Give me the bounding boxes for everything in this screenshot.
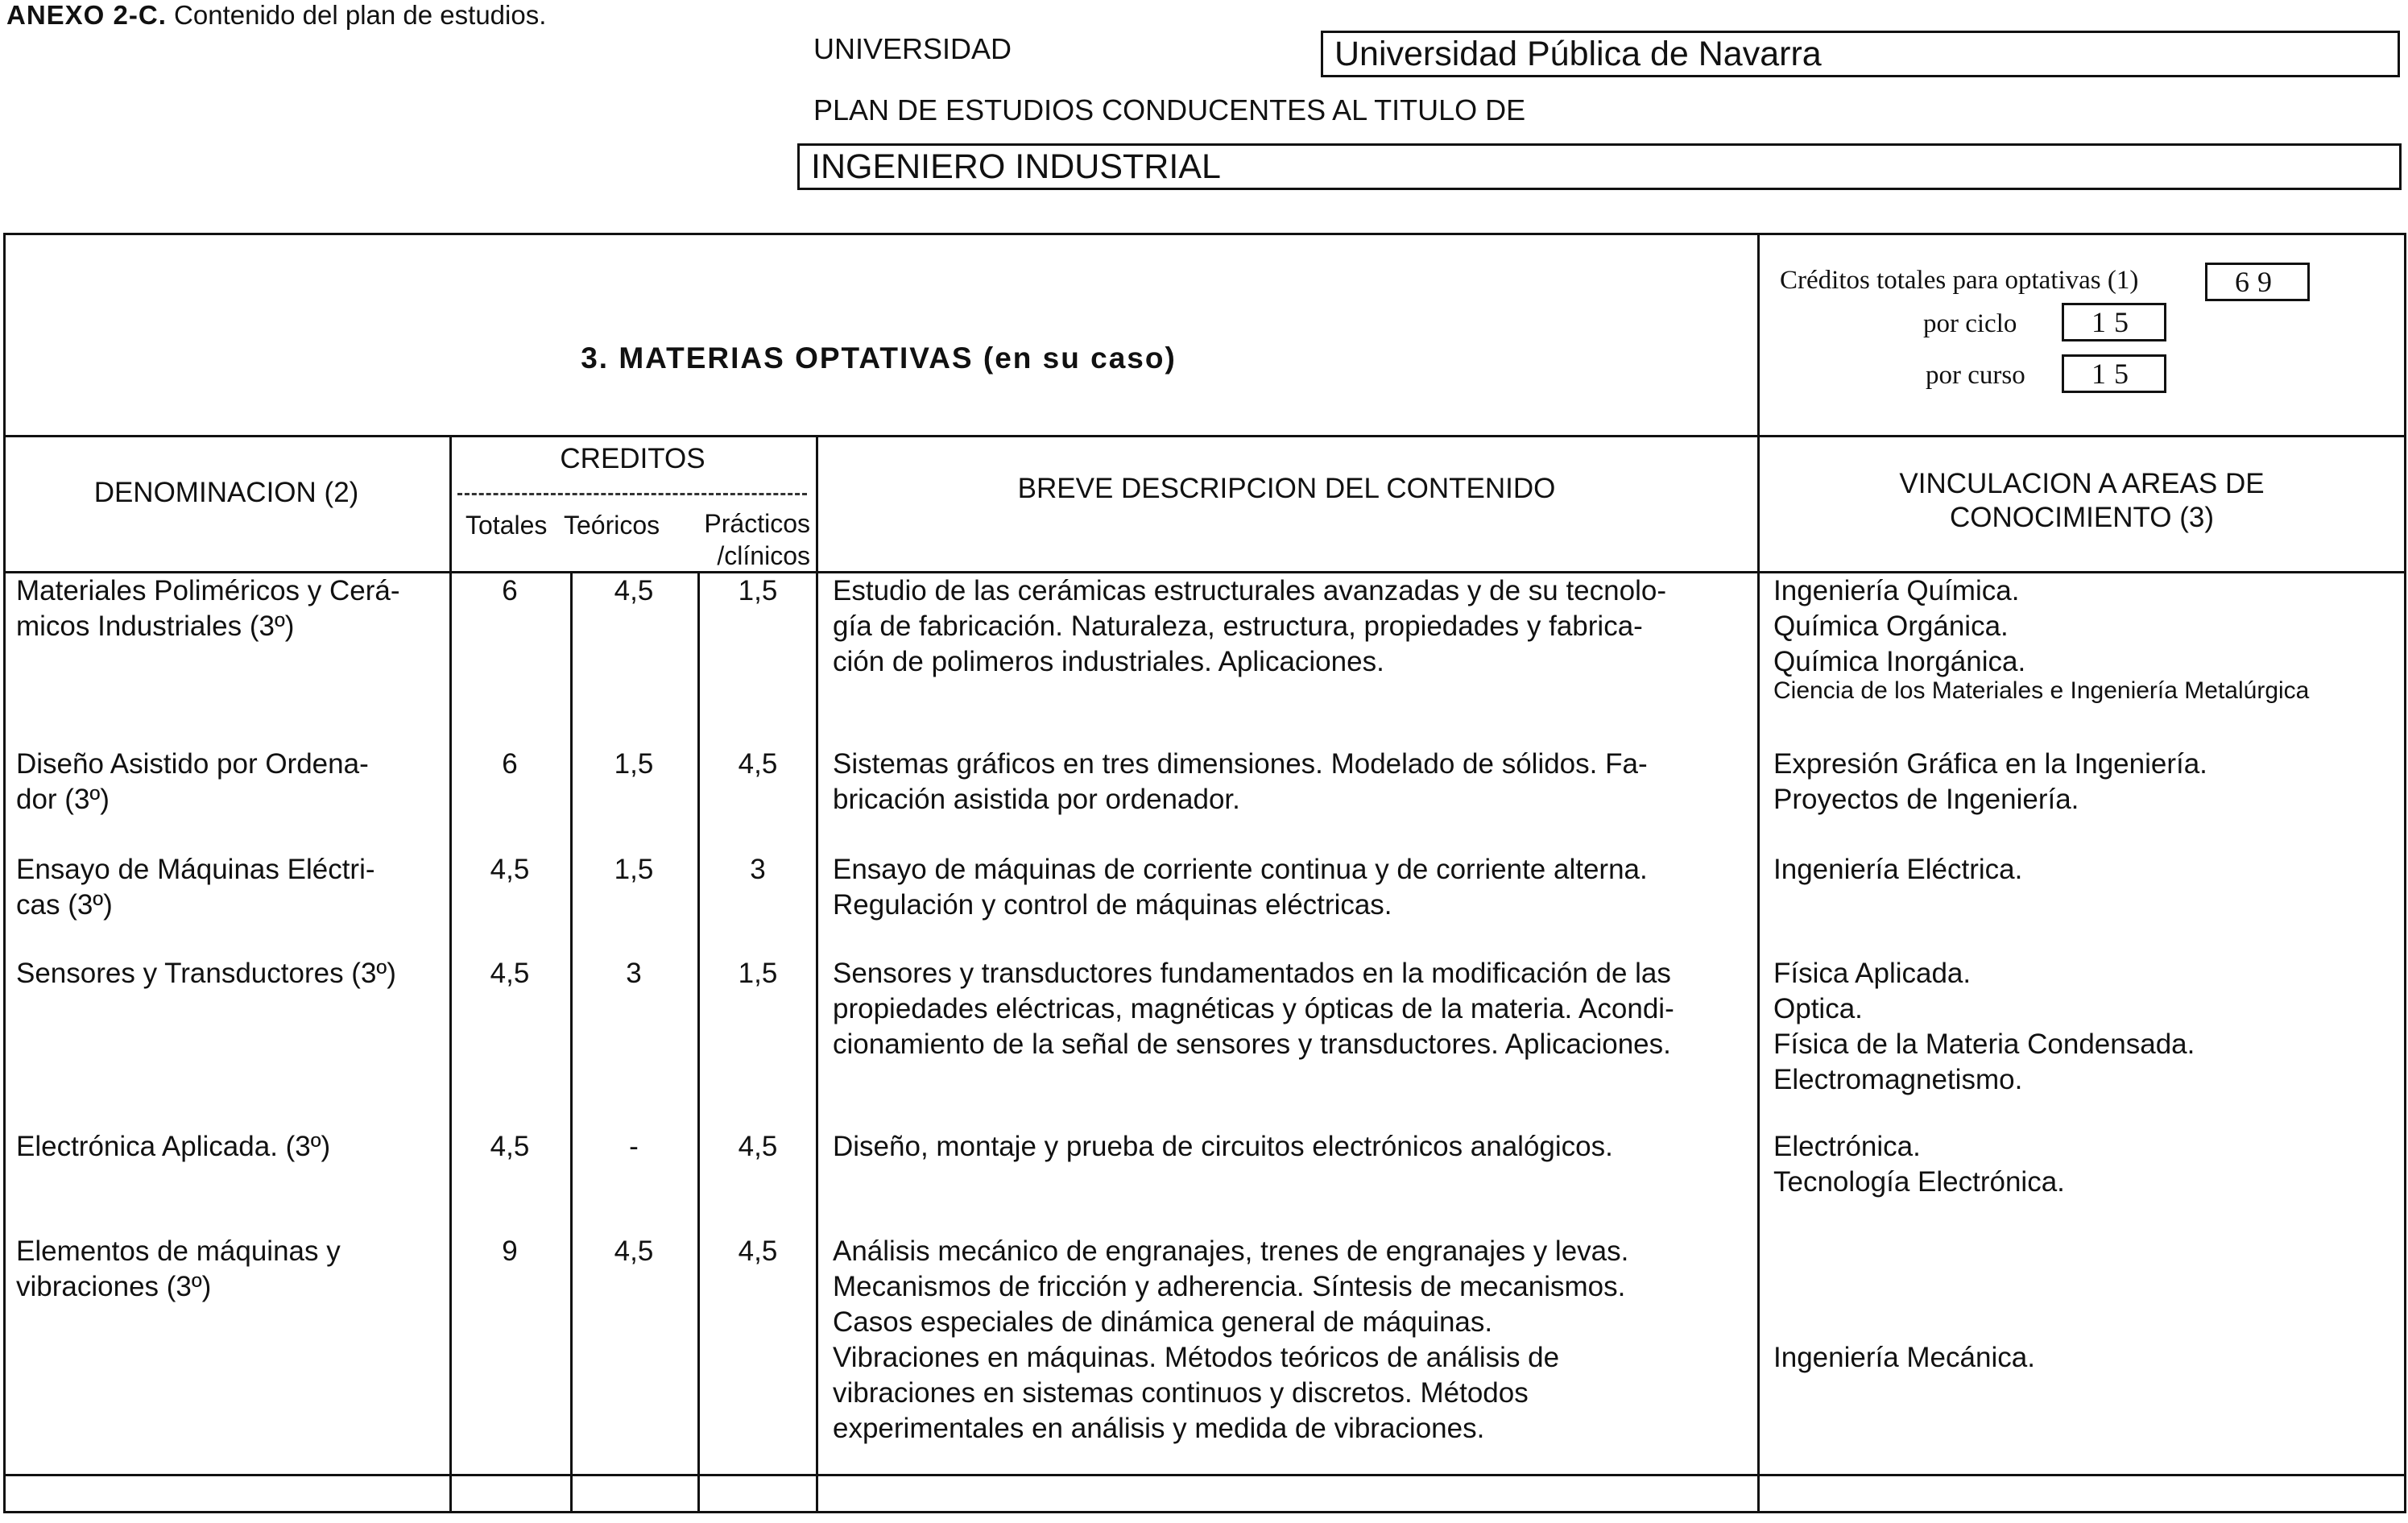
- row-practicos: 1,5: [738, 575, 778, 606]
- row-totales: 6: [502, 575, 518, 606]
- row-practicos: 3: [750, 854, 766, 885]
- row-totales: 4,5: [490, 1131, 530, 1162]
- table-top-border: [3, 233, 2406, 235]
- col-creditos: CREDITOS: [560, 443, 705, 474]
- table-bottom-border: [3, 1511, 2406, 1513]
- row-description: Sistemas gráficos en tres dimensiones. Modelado de sólidos. Fa- bricación asistida por ordenador.: [833, 748, 1648, 815]
- annex-number: ANEXO 2-C.: [6, 0, 167, 30]
- row-totales: 4,5: [490, 958, 530, 989]
- por-curso-label: por curso: [1926, 361, 2025, 390]
- creditos-dash-line: [457, 493, 807, 495]
- col-denominacion: DENOMINACION (2): [93, 477, 359, 508]
- row-practicos: 4,5: [738, 748, 778, 780]
- row-name: Ensayo de Máquinas Eléctri- cas (3º): [16, 854, 375, 921]
- row-totales: 4,5: [490, 854, 530, 885]
- row-name: Elementos de máquinas y vibraciones (3º): [16, 1235, 341, 1302]
- por-ciclo-label: por ciclo: [1923, 309, 2017, 338]
- universidad-field: [1321, 31, 2400, 77]
- universidad-label: UNIVERSIDAD: [813, 32, 1012, 65]
- row-areas: Ingeniería Química. Química Orgánica. Química Inorgánica.: [1773, 575, 2026, 677]
- table-left-border: [3, 233, 6, 1513]
- row-totales: 9: [502, 1235, 518, 1267]
- table-right-border: [2404, 233, 2406, 1513]
- row-teoricos: -: [629, 1131, 639, 1162]
- universidad-value: Universidad Pública de Navarra: [1334, 34, 1822, 73]
- col-descripcion: BREVE DESCRIPCION DEL CONTENIDO: [1017, 473, 1556, 504]
- row-description: Diseño, montaje y prueba de circuitos electrónicos analógicos.: [833, 1131, 1613, 1162]
- row-name: Sensores y Transductores (3º): [16, 958, 396, 989]
- row-description: Estudio de las cerámicas estructurales avanzadas y de su tecnolo- gía de fabricación. Naturaleza, estructura, propiedades y fabrica- ción de polimeros industriales. Aplicaciones.: [833, 575, 1666, 677]
- body-bottom-line: [3, 1474, 2406, 1476]
- row-teoricos: 1,5: [614, 748, 654, 780]
- row-areas: Expresión Gráfica en la Ingeniería. Proyectos de Ingeniería.: [1773, 748, 2207, 815]
- titulo-field: [797, 143, 2402, 190]
- row-name: Materiales Poliméricos y Cerá- micos Industriales (3º): [16, 575, 400, 642]
- row-areas-small: Ciencia de los Materiales e Ingeniería Metalúrgica: [1773, 677, 2310, 704]
- row-areas: Física Aplicada. Optica. Física de la Materia Condensada. Electromagnetismo.: [1773, 958, 2195, 1095]
- areas-column-divider: [1757, 233, 1760, 1513]
- row-areas: Ingeniería Mecánica.: [1773, 1342, 2035, 1373]
- header-divider: [3, 435, 2406, 437]
- creditos-totales-box: 69: [2205, 263, 2310, 301]
- col-teoricos: Teóricos: [564, 511, 660, 540]
- totales-column-divider: [570, 571, 573, 1513]
- row-name: Diseño Asistido por Ordena- dor (3º): [16, 748, 369, 815]
- annex-heading: [6, 0, 546, 31]
- row-teoricos: 4,5: [614, 575, 654, 606]
- plan-label: PLAN DE ESTUDIOS CONDUCENTES AL TITULO DE: [813, 93, 1526, 126]
- row-totales: 6: [502, 748, 518, 780]
- col-totales: Totales: [465, 511, 548, 540]
- col-practicos: Prácticos /clínicos: [704, 509, 810, 570]
- creditos-totales-label: Créditos totales para optativas (1): [1780, 266, 2139, 295]
- row-practicos: 4,5: [738, 1131, 778, 1162]
- row-name: Electrónica Aplicada. (3º): [16, 1131, 331, 1162]
- annex-caption: Contenido del plan de estudios.: [166, 0, 547, 30]
- section-title: 3. MATERIAS OPTATIVAS (en su caso): [581, 341, 1177, 375]
- titulo-value: INGENIERO INDUSTRIAL: [811, 147, 1221, 186]
- row-teoricos: 4,5: [614, 1235, 654, 1267]
- row-teoricos: 1,5: [614, 854, 654, 885]
- col-vinculacion: VINCULACION A AREAS DE CONOCIMIENTO (3): [1899, 468, 2265, 533]
- por-ciclo-box: 15: [2062, 303, 2166, 341]
- row-teoricos: 3: [626, 958, 642, 989]
- row-practicos: 1,5: [738, 958, 778, 989]
- row-areas: Ingeniería Eléctrica.: [1773, 854, 2023, 885]
- row-areas: Electrónica. Tecnología Electrónica.: [1773, 1131, 2065, 1198]
- por-curso-box: 15: [2062, 354, 2166, 393]
- row-practicos: 4,5: [738, 1235, 778, 1267]
- row-description: Análisis mecánico de engranajes, trenes de engranajes y levas. Mecanismos de fricción y adherencia. Síntesis de mecanismos. Casos especiales de dinámica general de máquinas. Vibraciones en máquinas. Métodos teóricos de análisis de vibraciones en sistemas continuos y discretos. Métodos experimentales en análisis y medida de vibraciones.: [833, 1235, 1629, 1444]
- row-description: Sensores y transductores fundamentados en la modificación de las propiedades eléctricas, magnéticas y ópticas de la materia. Acondi- cionamiento de la señal de sensores y transductores. Aplicaciones.: [833, 958, 1674, 1060]
- teoricos-column-divider: [697, 571, 700, 1513]
- row-description: Ensayo de máquinas de corriente continua y de corriente alterna. Regulación y control de máquinas eléctricas.: [833, 854, 1648, 921]
